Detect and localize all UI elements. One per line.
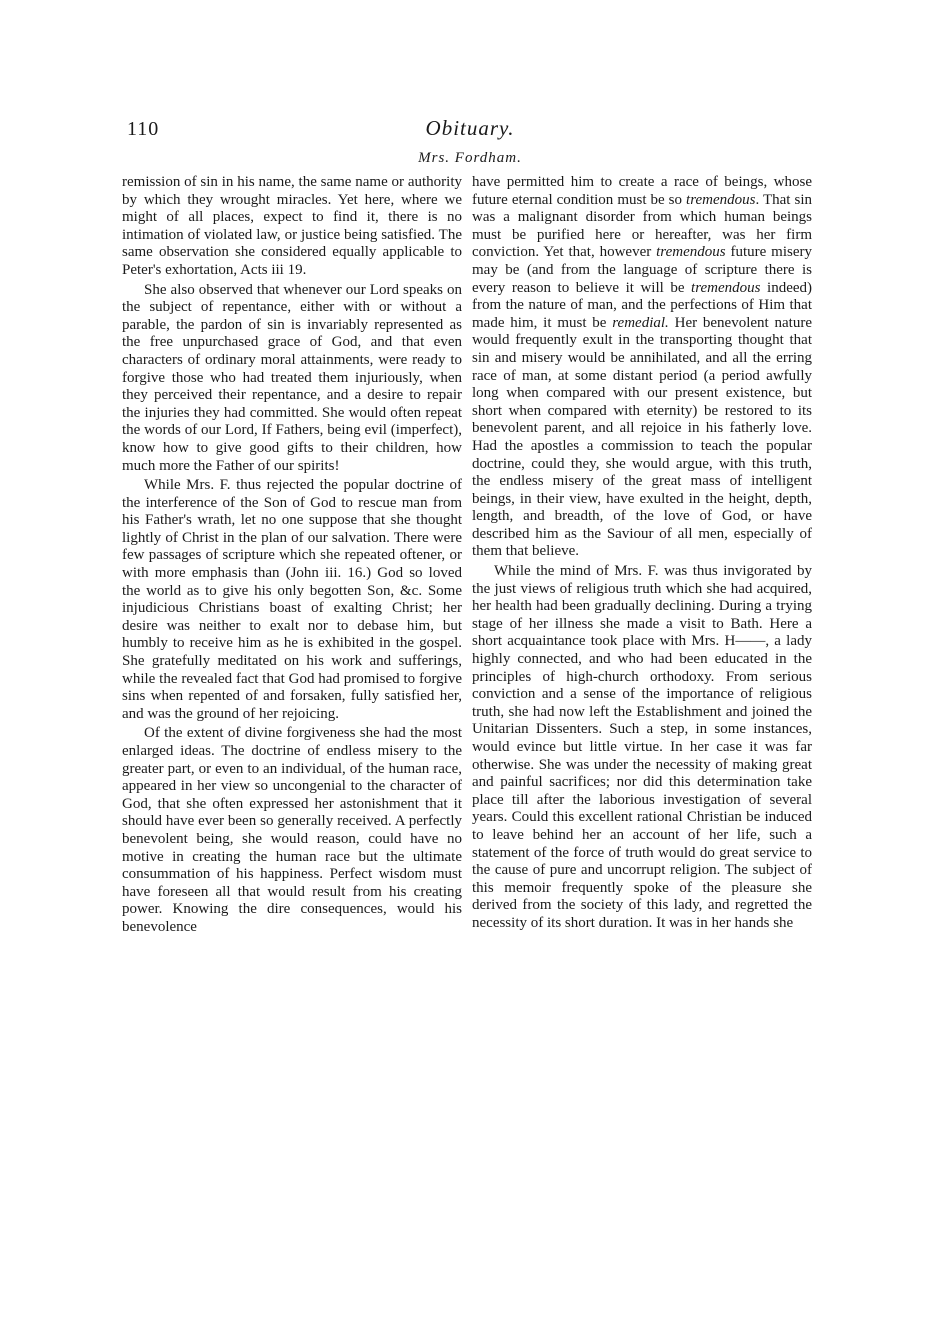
text-run: future misery may be (and from the language of scripture there is every reason to believe it will be — [472, 244, 813, 296]
text-run: Her benevolent nature would frequently exult in the transporting thought that sin and misery would be annihilated, and all the erring race of man, at some distant period (a period awfully long when compared with our present existence, but short when compared with eternity) be restored to its benevolent parent, and all rejoice in his fatherly love. Had the apostles a commission to teach the popular doctrine, could they, she would argue, with this truth, the endless misery of the great mass of intelligent beings, in their view, have exulted in the height, depth, length, and breadth, of the love of God, or have described him as the Saviour of all men, especially of them that believe. — [472, 314, 812, 560]
text-run: . That sin was a malignant disorder from which human beings must be purified here or hereafter, was her firm conviction. Yet that, however — [472, 191, 812, 261]
text-run: have permitted him to create a race of beings, whose future eternal condition must be so — [472, 174, 812, 208]
paragraph: While the mind of Mrs. F. was thus invigorated by the just views of religious truth which she had acquired, her health had been gradually declining. During a trying stage of her illness she made a visit to Bath. Here a short acquaintance took place with Mrs. H——, a lady highly connected, and who had been educated in the principles of high-church orthodoxy. From serious conviction and a sense of the importance of religious truth, she had now left the Establishment and joined the Unitarian Dissenters. Such a step, in some instances, would evince but little virtue. In her case it was far otherwise. She was under the necessity of making great and painful sacrifices; nor did this determination take place till after the laborious investigation of several years. Could this excellent rational Christian be induced to leave behind her an account of her life, such a statement of the force of truth would do great service to the cause of pure and uncorrupt religion. The subject of this memoir frequently spoke of the pleasure she derived from the society of this lady, and regretted the necessity of its short duration. It was in her hands she — [472, 563, 812, 931]
emphasis: tremendous — [686, 191, 756, 208]
emphasis: tremendous — [691, 279, 761, 296]
right-column — [472, 174, 812, 933]
paragraph — [472, 174, 812, 561]
text-run: indeed) from the nature of man, and the perfections of Him that made him, it must be — [472, 279, 813, 331]
page-number: 110 — [127, 118, 160, 140]
paragraph: Of the extent of divine forgiveness she had the most enlarged ideas. The doctrine of endless misery to the greater part, or even to an individual, of the human race, appeared in her view so uncongenial to the character of God, that she often expressed her astonishment that it should have ever been so generally received. A perfectly benevolent being, she would reason, could have no motive in creating the human race but the ultimate consummation of his happiness. Perfect wisdom must have foreseen all that would result from his creating power. Knowing the dire consequences, would his benevolence — [122, 725, 462, 935]
emphasis: remedial. — [612, 314, 669, 331]
paragraph: While Mrs. F. thus rejected the popular doctrine of the interference of the Son of God to rescue man from his Father's wrath, let no one suppose that she thought lightly of Christ in the plan of our salvation. There were few passages of scripture which she repeated oftener, or with more emphasis than (John iii. 16.) God so loved the world as to give his only begotten Son, &c. Some injudicious Christians boast of exalting Christ; her desire was neither to exalt nor to debase him, but humbly to receive him as he is exhibited in the gospel. She gratefully meditated on his work and sufferings, while the revealed fact that God had promised to forgive sins when repented of and forsaken, fully satisfied her, and was the ground of her rejoicing. — [122, 477, 462, 722]
paragraph: She also observed that whenever our Lord speaks on the subject of repentance, either with or without a parable, the pardon of sin is invariably represented as the free unpurchased grace of God, and that even characters of ordinary moral attainments, were ready to forgive those who had treated them injuriously, when they perceived their repentance, and a desire to repair the injuries they had committed. She would often repeat the words of our Lord, If Fathers, being evil (imperfect), know how to give good gifts to their children, how much more the Father of our spirits! — [122, 281, 462, 474]
article-subtitle: Mrs. Fordham. — [418, 150, 522, 166]
paragraph: remission of sin in his name, the same name or authority by which they wrought miracles. Yet here, where we might of all places, expect to find it, there is no intimation of violated law, or justice being satisfied. The same observation she considered equally applicable to Peter's exhortation, Acts iii 19. — [122, 174, 462, 278]
emphasis: tremendous — [656, 244, 726, 261]
running-head: Obituary. — [425, 116, 515, 140]
left-column — [122, 174, 462, 937]
